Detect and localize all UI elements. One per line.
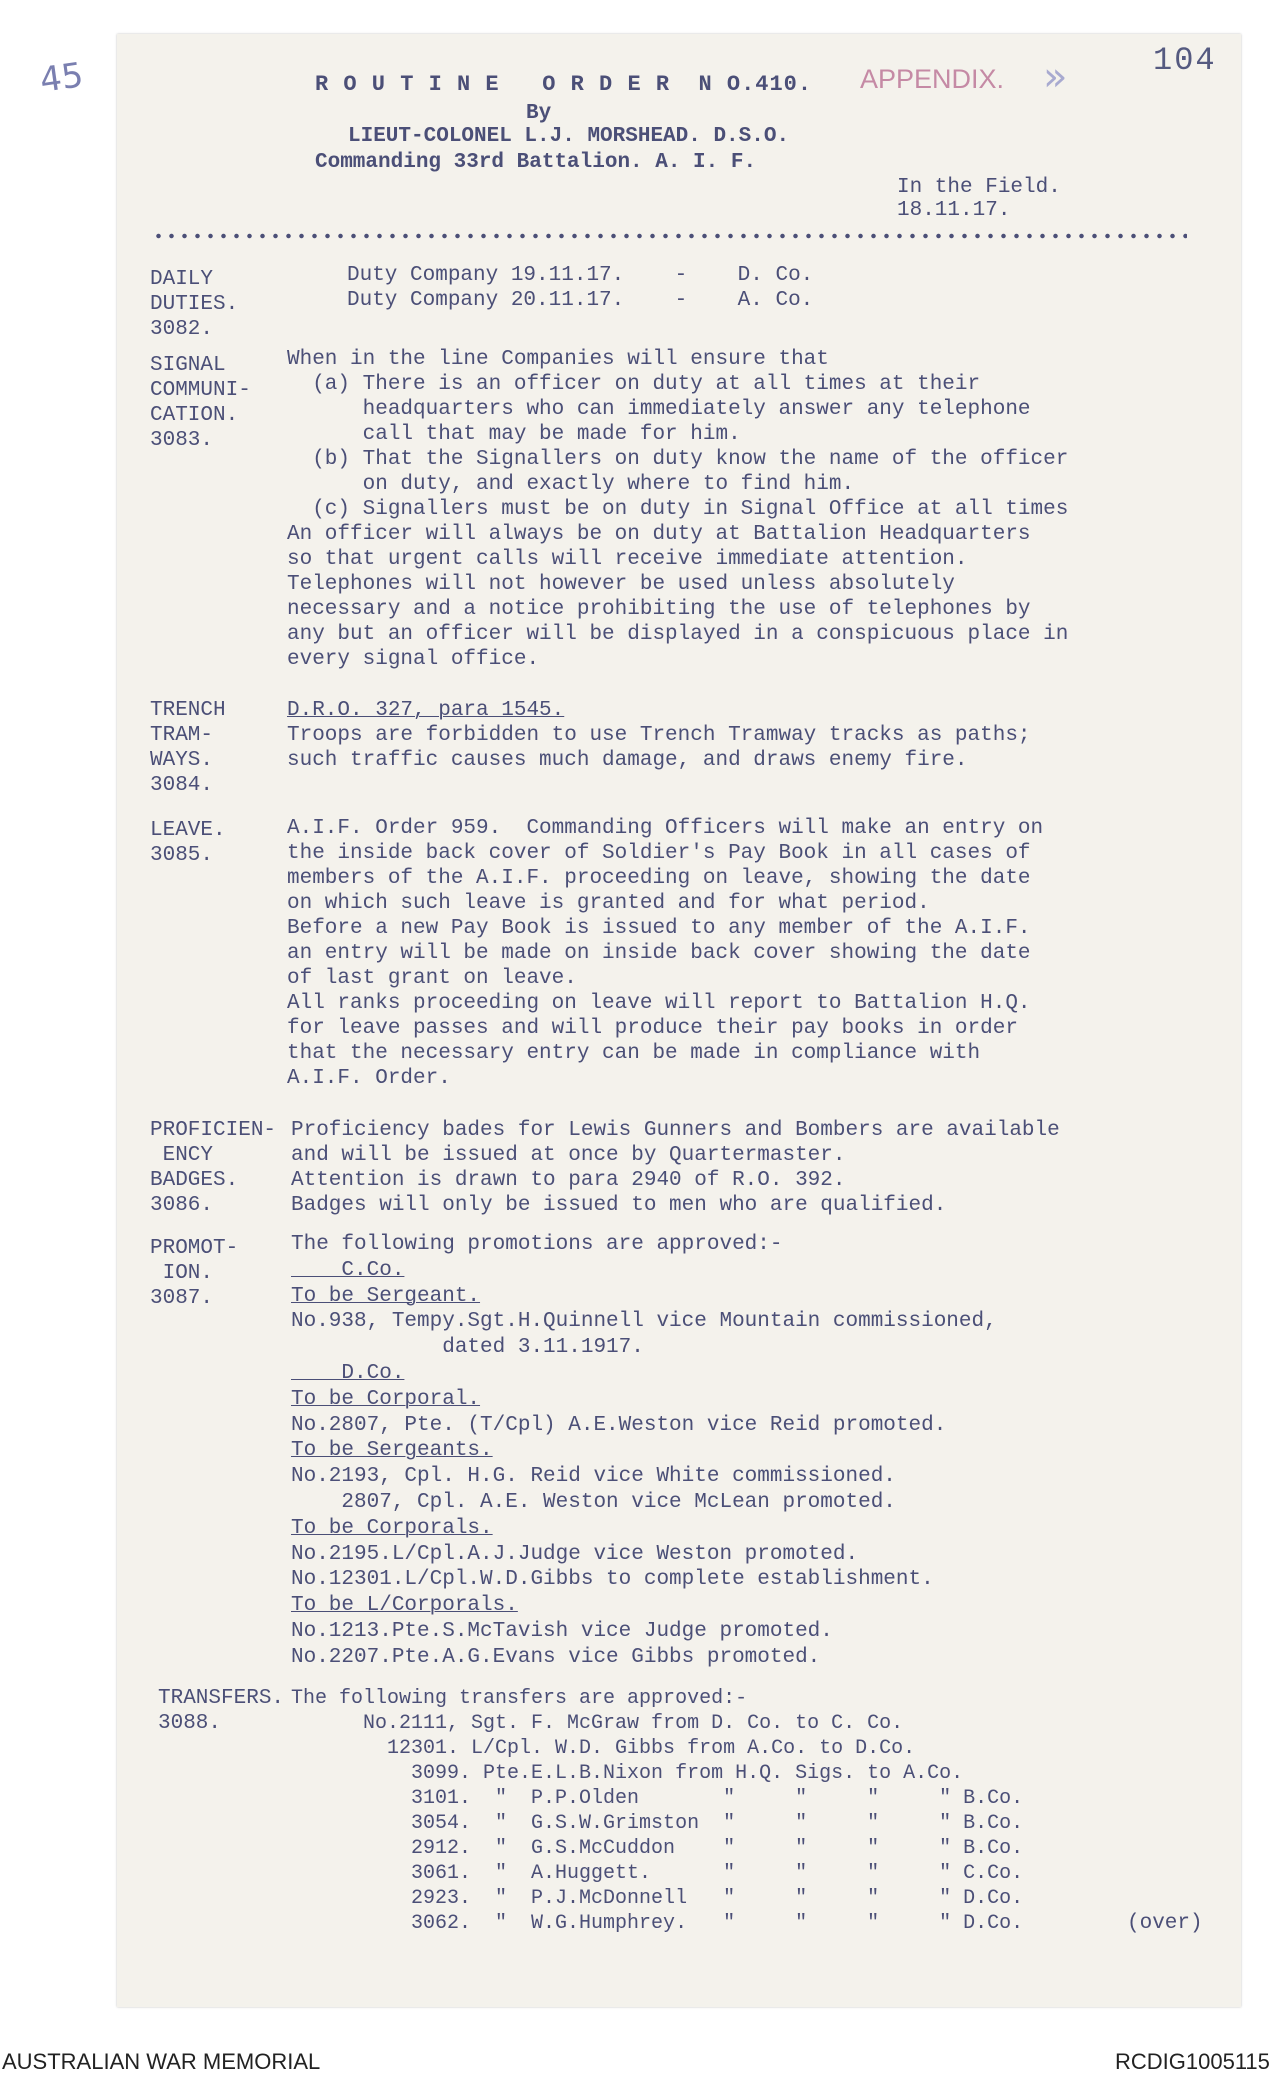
section-heading: PROMOT- ION. 3087. bbox=[150, 1237, 239, 1310]
section-heading: DAILY DUTIES. 3082. bbox=[150, 268, 239, 341]
section-heading: LEAVE. 3085. bbox=[150, 819, 226, 867]
appendix-stamp: APPENDIX. bbox=[860, 64, 1005, 94]
order-title: R O U T I N E O R D E R N O.410. bbox=[315, 72, 813, 97]
officer-name: LIEUT-COLONEL L.J. MORSHEAD. D.S.O. bbox=[348, 125, 790, 148]
command-line: Commanding 33rd Battalion. A. I. F. bbox=[315, 151, 757, 174]
page-number-handwritten-left: 45 bbox=[37, 55, 86, 101]
over-note: (over) bbox=[1127, 1912, 1203, 1935]
section-heading: TRANSFERS. 3088. bbox=[158, 1687, 285, 1735]
stamp-mark: » bbox=[1043, 54, 1068, 100]
footer-record-id: RCDIG1005115 bbox=[1115, 2049, 1270, 2074]
order-by: By bbox=[526, 102, 552, 125]
footer-archive-name: AUSTRALIAN WAR MEMORIAL bbox=[2, 2049, 321, 2074]
section-body: The following promotions are approved:- C.Co. To be Sergeant. No.938, Tempy.Sgt.H.Quinnell vice Mountain commissioned, dated 3.11.1917. D.Co. To be Corporal. No.2807, Pte. (T/Cpl) A.E.Weston vice Reid promoted. To be Sergeants. No.2193, Cpl. H.G. Reid vice White commissioned. 2807, Cpl. A.E. Weston vice McLean promoted. To be Corporals. No.2195.L/Cpl.A.J.Judge vice Weston promoted. No.12301.L/Cpl.W.D.Gibbs to complete establishment. To be L/Corporals. No.1213.Pte.S.McTavish vice Judge promoted. No.2207.Pte.A.G.Evans vice Gibbs promoted. bbox=[291, 1233, 997, 1669]
section-heading: PROFICIEN- ENCY BADGES. 3086. bbox=[150, 1119, 277, 1217]
section-body: When in the line Companies will ensure that (a) There is an officer on duty at all times at their headquarters who can immediately answer any telephone call that may be made for him. (b) That the Signallers on duty know the name of the officer on duty, and exactly where to find him. (c) Signallers must be on duty in Signal Office at all times An officer will always be on duty at Battalion Headquarters so that urgent calls will receive immediate attention. Telephones will not however be used unless absolutely necessary and a notice prohibiting the use of telephones by any but an officer will be displayed in a conspicuous place in every signal office. bbox=[287, 348, 1069, 671]
section-body: A.I.F. Order 959. Commanding Officers will make an entry on the inside back cover of Soldier's Pay Book in all cases of members of the A.I.F. proceeding on leave, showing the date on which such leave is granted and for what period. Before a new Pay Book is issued to any member of the A.I.F. an entry will be made on inside back cover showing the date of last grant on leave. All ranks proceeding on leave will report to Battalion H.Q. for leave passes and will produce their pay books in order that the necessary entry can be made in compliance with A.I.F. Order. bbox=[287, 817, 1044, 1090]
section-heading: SIGNAL COMMUNI- CATION. 3083. bbox=[150, 354, 251, 452]
section-body: D.R.O. 327, para 1545. Troops are forbidden to use Trench Tramway tracks as paths; such traffic causes much damage, and draws enemy fire. bbox=[287, 699, 1031, 772]
section-heading: TRENCH TRAM- WAYS. 3084. bbox=[150, 699, 226, 797]
date: 18.11.17. bbox=[897, 199, 1011, 222]
section-body: The following transfers are approved:- No.2111, Sgt. F. McGraw from D. Co. to C. Co. 12301. L/Cpl. W.D. Gibbs from A.Co. to D.Co. 3099. Pte.E.L.B.Nixon from H.Q. Sigs. to A.Co. 3101. " P.P.Olden " " " " B.Co. 3054. " G.S.W.Grimston " " " " B.Co. 2912. " G.S.McCuddon " " " " B.Co. 3061. " A.Huggett. " " " " C.Co. 2923. " P.J.McDonnell " " " " D.Co. 3062. " W.G.Humphrey. " " " " D.Co. bbox=[291, 1687, 1024, 1935]
dotted-divider bbox=[152, 232, 1187, 240]
page-number-stamped-right: 104 bbox=[1153, 42, 1217, 79]
section-body: Duty Company 19.11.17. - D. Co. Duty Company 20.11.17. - A. Co. bbox=[347, 264, 814, 312]
place: In the Field. bbox=[897, 176, 1061, 199]
section-body: Proficiency bades for Lewis Gunners and Bombers are available and will be issued at once by Quartermaster. Attention is drawn to para 2940 of R.O. 392. Badges will only be issued to men who are qualified. bbox=[291, 1119, 1060, 1217]
